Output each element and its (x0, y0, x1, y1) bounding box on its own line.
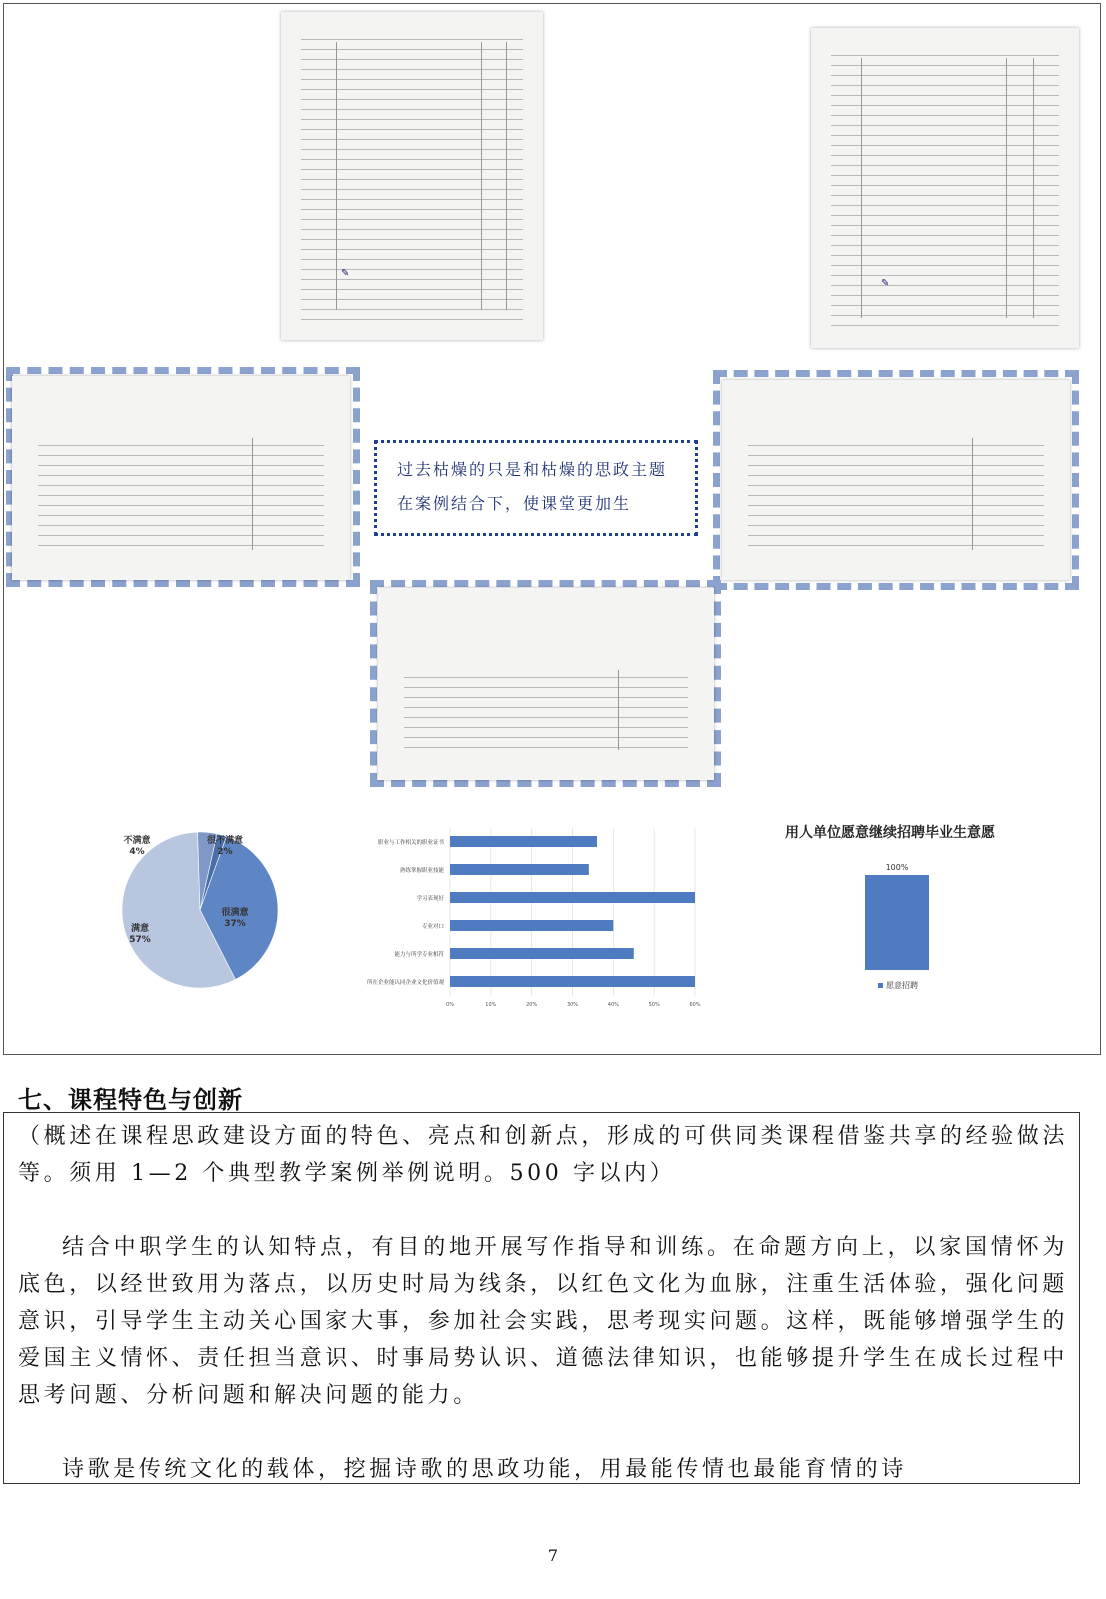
bar-5 (450, 948, 634, 959)
x-tick-label: 30% (566, 1002, 579, 1008)
page-number: 7 (547, 1546, 559, 1565)
column-chart (840, 850, 960, 1000)
x-tick-label: 0% (446, 1002, 454, 1008)
scanned-form-photo: ✎ (811, 28, 1079, 348)
legend-label: 愿意招聘 (886, 981, 918, 990)
bar-category-label: 职业与工作相关的职业证书 (377, 840, 444, 846)
section-paragraph-2: 诗歌是传统文化的载体，挖掘诗歌的思政功能，用最能传情也最能育情的诗 (62, 1457, 907, 1482)
legend-swatch (878, 983, 883, 988)
scanned-form-photo: ✎ (281, 12, 543, 340)
bar-2 (450, 864, 589, 875)
column-bar (865, 875, 929, 970)
survey-sheet-photo (12, 376, 350, 580)
x-tick-label: 60% (689, 1002, 701, 1008)
caption-box (374, 440, 698, 536)
bar-category-label: 熟练掌握职业技能 (399, 868, 444, 874)
section-paragraph-1: 结合中职学生的认知特点，有目的地开展写作指导和训练。在命题方向上，以家国情怀为底色，以经世致用为落点，以历史时局为线条，以红色文化为血脉，注重生活体验，强化问题意识，引导学生主动关心国家大事，参加社会实践，思考现实问题。这样，既能够增强学生的爱国主义情怀、责任担当意识、时事局势认识、道德法律知识，也能够提升学生在成长过程中思考问题、分析问题和解决问题的能力。 (18, 1235, 1068, 1408)
bar-1 (450, 836, 597, 847)
bar-4 (450, 920, 613, 931)
bar-6 (450, 976, 695, 987)
survey-sheet-photo (722, 380, 1070, 580)
x-tick-label: 10% (485, 1002, 497, 1008)
bar-category-label: 学习表现好 (416, 896, 444, 902)
x-tick-label: 50% (648, 1002, 660, 1008)
bar-category-label: 专业对口 (421, 924, 444, 930)
bar-3 (450, 892, 695, 903)
pie-label-2: 很满意 37% (221, 908, 249, 929)
section-title: 七、课程特色与创新 (18, 1086, 243, 1114)
horizontal-bar-chart (330, 822, 710, 1008)
pie-label-3: 满意 57% (129, 924, 151, 945)
pie-label-4: 不满意 4% (123, 836, 151, 857)
survey-sheet-photo (378, 588, 714, 780)
x-tick-label: 20% (526, 1002, 538, 1008)
pie-label-1: 很不满意 2% (206, 836, 243, 857)
caption-text: 过去枯燥的只是和枯燥的思政主题在案例结合下，使课堂更加生 (397, 460, 668, 513)
column-chart-title: 用人单位愿意继续招聘毕业生意愿 (785, 825, 995, 841)
column-value-label: 100% (885, 863, 909, 872)
x-tick-label: 40% (607, 1002, 619, 1008)
bar-category-label: 所在企业能认同企业文化价值观 (366, 980, 444, 986)
section-note: （概述在课程思政建设方面的特色、亮点和创新点，形成的可供同类课程借鉴共享的经验做法等。须用 1—2 个典型教学案例举例说明。500 字以内） (18, 1124, 1068, 1186)
bar-category-label: 能力与所学专业相符 (394, 952, 444, 958)
